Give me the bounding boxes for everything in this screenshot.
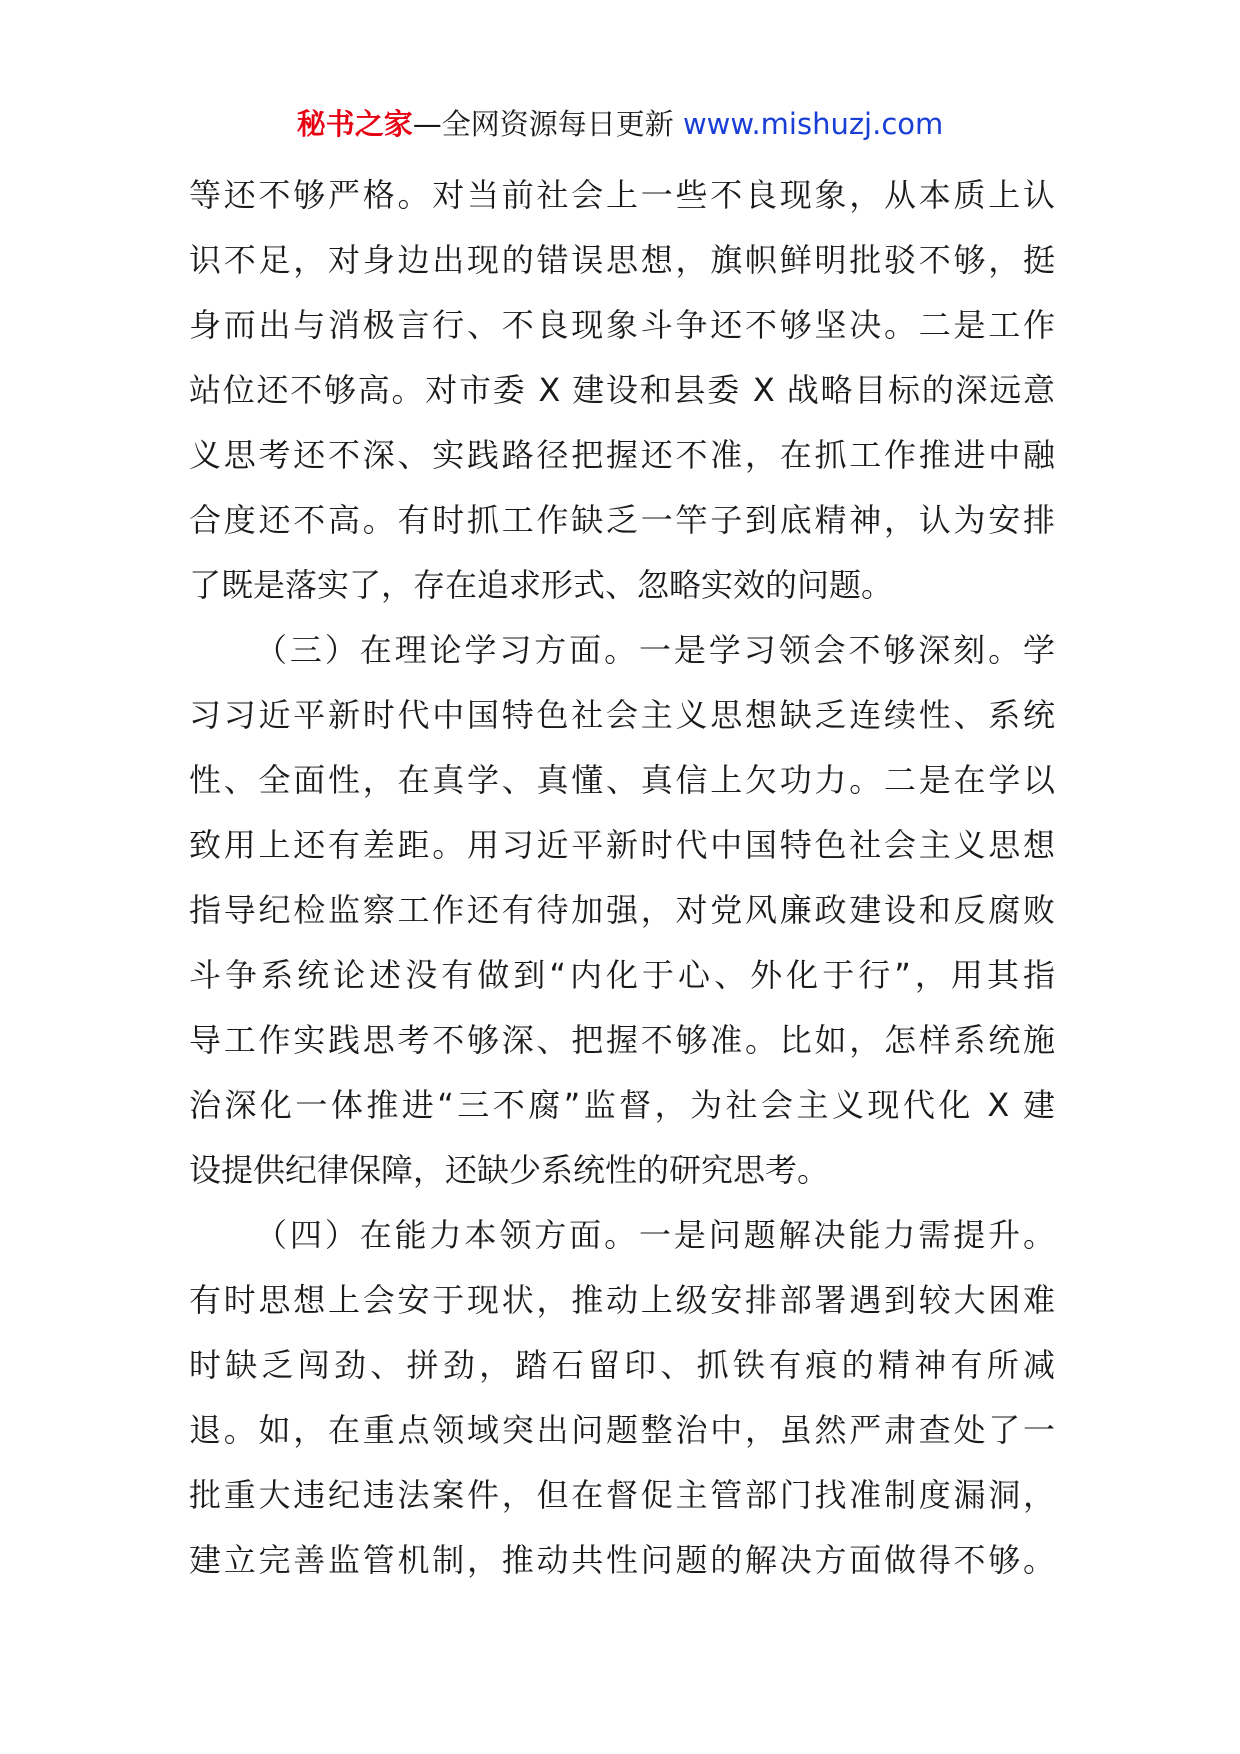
text-line: 站位还不够高。对市委 X 建设和县委 X 战略目标的深远意 <box>189 371 1055 409</box>
text-line: 建立完善监管机制，推动共性问题的解决方面做得不够。 <box>189 1541 1055 1579</box>
text-line: 性、全面性，在真学、真懂、真信上欠功力。二是在学以 <box>189 761 1055 799</box>
text-line: 了既是落实了，存在追求形式、忽略实效的问题。 <box>189 566 894 604</box>
text-line: 设提供纪律保障，还缺少系统性的研究思考。 <box>189 1151 830 1189</box>
site-url-link[interactable]: www.mishuzj.com <box>682 107 944 141</box>
text-line: 斗争系统论述没有做到“内化于心、外化于行”，用其指 <box>189 956 1055 994</box>
text-line: 时缺乏闯劲、拼劲，踏石留印、抓铁有痕的精神有所减 <box>189 1346 1055 1384</box>
brand-name: 秘书之家 <box>296 107 413 141</box>
text-line: 合度还不高。有时抓工作缺乏一竿子到底精神，认为安排 <box>189 501 1055 539</box>
text-line: 致用上还有差距。用习近平新时代中国特色社会主义思想 <box>189 826 1055 864</box>
text-line: 等还不够严格。对当前社会上一些不良现象，从本质上认 <box>189 176 1055 214</box>
document-body <box>189 163 1055 1593</box>
text-line: 治深化一体推进“三不腐”监督，为社会主义现代化 X 建 <box>189 1086 1055 1124</box>
watermark-header <box>0 104 1240 144</box>
text-line: 有时思想上会安于现状，推动上级安排部署遇到较大困难 <box>189 1281 1055 1319</box>
text-line: 导工作实践思考不够深、把握不够准。比如，怎样系统施 <box>189 1021 1055 1059</box>
text-line: 批重大违纪违法案件，但在督促主管部门找准制度漏洞， <box>189 1476 1055 1514</box>
text-line: 识不足，对身边出现的错误思想，旗帜鲜明批驳不够，挺 <box>189 241 1055 279</box>
text-line: 身而出与消极言行、不良现象斗争还不够坚决。二是工作 <box>189 306 1055 344</box>
text-line: 习习近平新时代中国特色社会主义思想缺乏连续性、系统 <box>189 696 1055 734</box>
text-line: 指导纪检监察工作还有待加强，对党风廉政建设和反腐败 <box>189 891 1055 929</box>
paragraph-heading-line: （四）在能力本领方面。一是问题解决能力需提升。 <box>255 1216 1055 1254</box>
text-line: 退。如，在重点领域突出问题整治中，虽然严肃查处了一 <box>189 1411 1055 1449</box>
paragraph-heading-line: （三）在理论学习方面。一是学习领会不够深刻。学 <box>255 631 1055 669</box>
brand-slogan: —全网资源每日更新 <box>412 107 683 141</box>
text-line: 义思考还不深、实践路径把握还不准，在抓工作推进中融 <box>189 436 1055 474</box>
